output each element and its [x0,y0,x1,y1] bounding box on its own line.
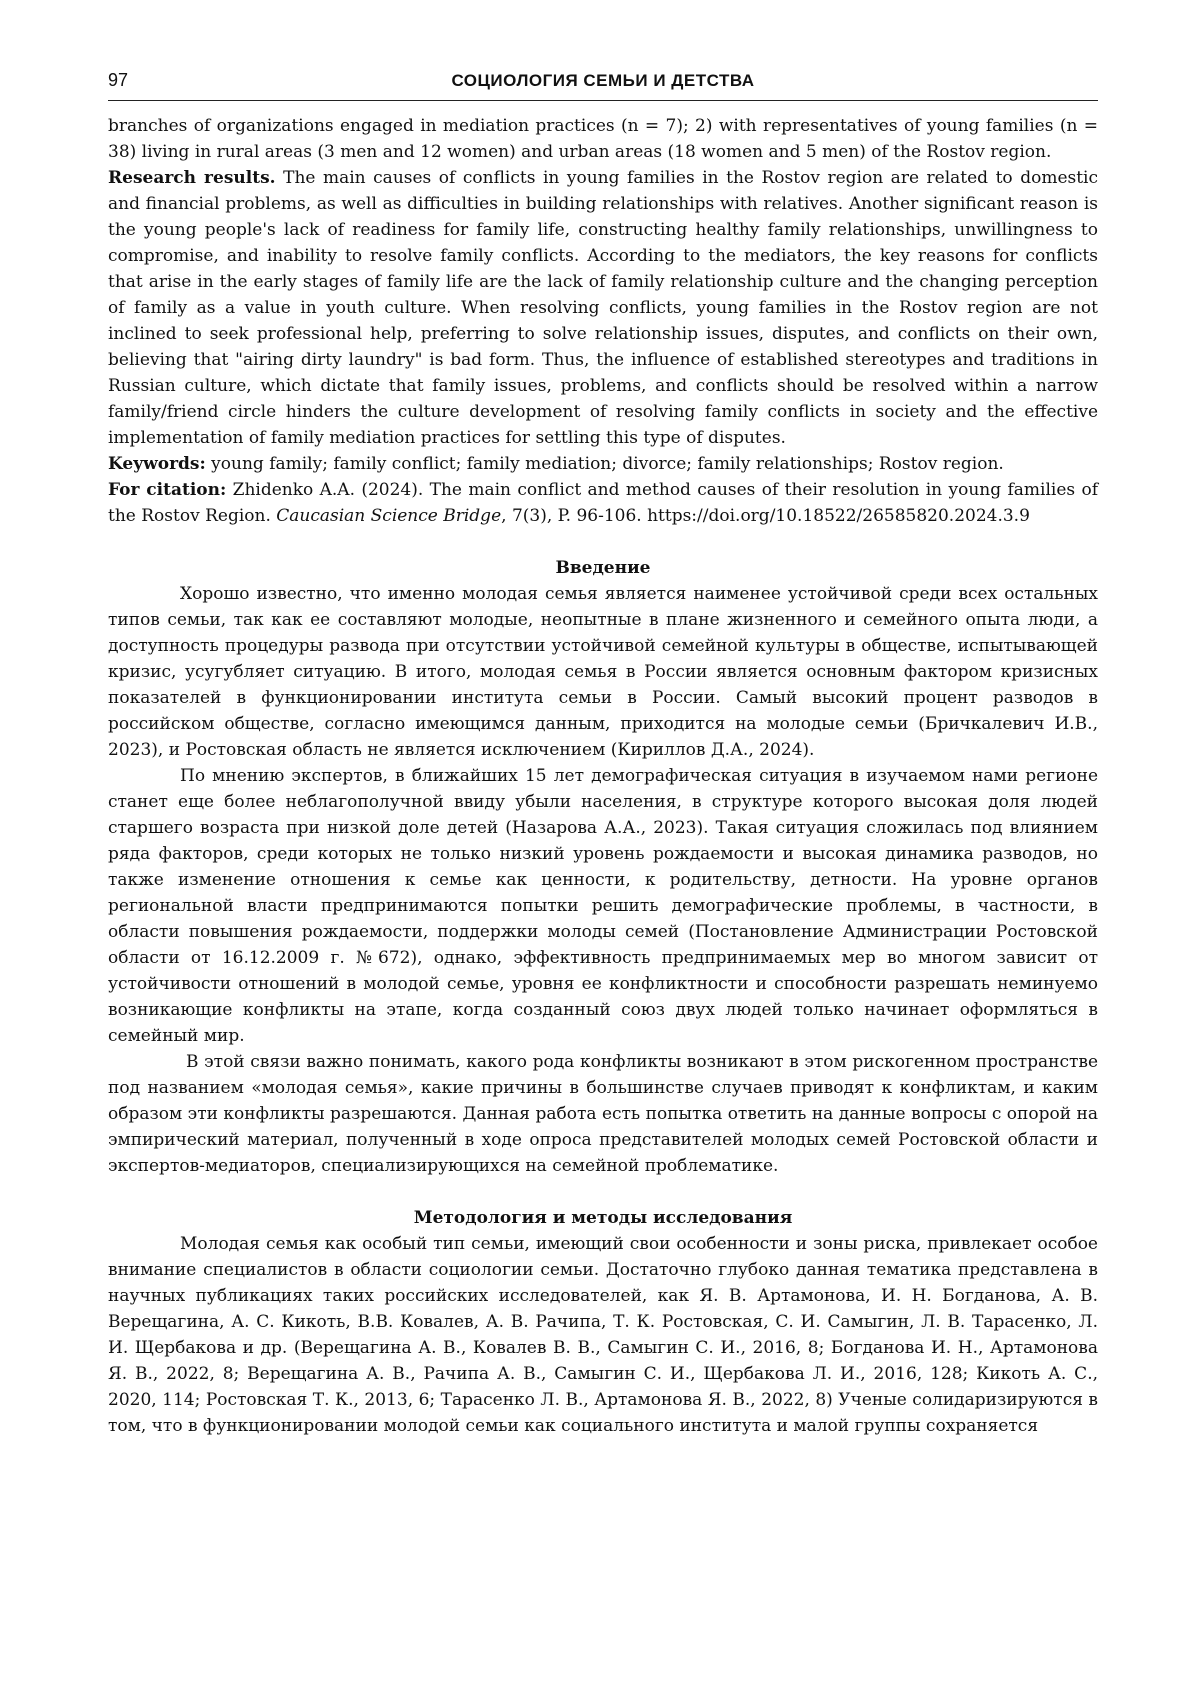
keywords-text: young family; family conflict; family mediation; divorce; family relationships; Rostov region. [205,454,1004,474]
journal-section-title: СОЦИОЛОГИЯ СЕМЬИ И ДЕТСТВА [451,71,755,90]
citation-journal: Caucasian Science Bridge [276,506,502,526]
section-heading-introduction: Введение [555,558,651,578]
methodology-paragraph: Молодая семья как особый тип семьи, имеющий свои особенности и зоны риска, привлекает особое внимание специалистов в области социологии семьи. Достаточно глубоко данная тематика представлена в научных публикациях таких российских исследователей, как Я. В. Артамонова, И. Н. Богданова, А. В. Верещагина, А. С. Кикоть, В.В. Ковалев, А. В. Рачипа, Т. К. Ростовская, С. И. Самыгин, Л. В. Тарасенко, Л. И. Щербакова и др. (Верещагина А. В., Ковалев В. В., Самыгин С. И., 2016, 8; Богданова И. Н., Артамонова Я. В., 2022, 8; Верещагина А. В., Рачипа А. В., Самыгин С. И., Щербакова Л. И., 2016, 128; Кикоть А. С., 2020, 114; Ростовская Т. К., 2013, 6; Тарасенко Л. В., Артамонова Я. В., 2022, 8) Ученые солидаризируются в том, что в функционировании молодой семьи как социального института и малой группы сохраняется [108,1234,1098,1436]
intro-paragraph: По мнению экспертов, в ближайших 15 лет демографическая ситуация в изучаемом нами регионе станет еще более неблагополучной ввиду убыли населения, в структуре которого высокая доля людей старшего возраста при низкой доле детей (Назарова А.А., 2023). Такая ситуация сложилась под влиянием ряда факторов, среди которых не только низкий уровень рождаемости и высокая динамика разводов, но также изменение отношения к семье как ценности, к родительству, детности. На уровне органов региональной власти предпринимаются попытки решить демографические проблемы, в частности, в области повышения рождаемости, поддержки молоды семей (Постановление Администрации Ростовской области от 16.12.2009 г. №672), однако, эффективность предпринимаемых мер во многом зависит от устойчивости отношений в молодой семье, уровня ее конфликтности и способности разрешать неминуемо возникающие конфликты на этапе, когда созданный союз двух людей только начинает оформляться в семейный мир. [108,766,1098,1046]
page-number: 97 [108,70,129,90]
abstract-intro: branches of organizations engaged in mediation practices (n = 7); 2) with representatives of young families (n = 38) living in rural areas (3 men and 12 women) and urban areas (18 women and 5 men) of the Rostov region. [108,116,1098,162]
page [108,70,1098,1439]
abstract-results [108,165,1098,451]
results-label: Research results. [108,168,276,188]
keywords-label: Keywords: [108,454,206,474]
citation-label: For citation: [108,480,227,500]
abstract-keywords [108,451,1098,477]
results-text: The main causes of conflicts in young families in the Rostov region are related to domestic and financial problems, as well as difficulties in building relationships with relatives. Another significant reason is the young people's lack of readiness for family life, constructing healthy family relationships, unwillingness to compromise, and inability to resolve family conflicts. According to the mediators, the key reasons for conflicts that arise in the early stages of family life are the lack of family relationship culture and the changing perception of family as a value in youth culture. When resolving conflicts, young families in the Rostov region are not inclined to seek professional help, preferring to solve relationship issues, disputes, and conflicts on their own, believing that "airing dirty laundry" is bad form. Thus, the influence of established stereotypes and traditions in Russian culture, which dictate that family issues, problems, and conflicts should be resolved within a narrow family/friend circle hinders the culture development of resolving family conflicts in society and the effective implementation of family mediation practices for settling this type of disputes. [108,168,1099,448]
citation-text-1: Zhidenko A.A. (2024). The main conflict and method causes of their resolution in young families of the Rostov Region. [108,480,1098,526]
intro-paragraph: Хорошо известно, что именно молодая семья является наименее устойчивой среди всех остальных типов семьи, так как ее составляют молодые, неопытные в плане жизненного и семейного опыта люди, а доступность процедуры развода при отсутствии устойчивой семейной культуры в обществе, испытывающей кризис, усугубляет ситуацию. В итого, молодая семья в России является основным фактором кризисных показателей в функционировании института семьи в России. Самый высокий процент разводов в российском обществе, согласно имеющимся данным, приходится на молодые семьи (Бричкалевич И.В., 2023), и Ростовская область не является исключением (Кириллов Д.А., 2024). [108,584,1098,760]
intro-paragraph: В этой связи важно понимать, какого рода конфликты возникают в этом рискогенном пространстве под названием «молодая семья», какие причины в большинстве случаев приводят к конфликтам, и каким образом эти конфликты разрешаются. Данная работа есть попытка ответить на данные вопросы с опорой на эмпирический материал, полученный в ходе опроса представителей молодых семей Ростовской области и экспертов-медиаторов, специализирующихся на семейной проблематике. [108,1052,1098,1176]
running-header [108,70,1098,101]
section-heading-methodology: Методология и методы исследования [413,1208,793,1228]
article-body [108,113,1098,1439]
citation-text-2: , 7(3), P. 96-106. https://doi.org/10.18522/26585820.2024.3.9 [501,506,1030,526]
citation [108,477,1098,529]
